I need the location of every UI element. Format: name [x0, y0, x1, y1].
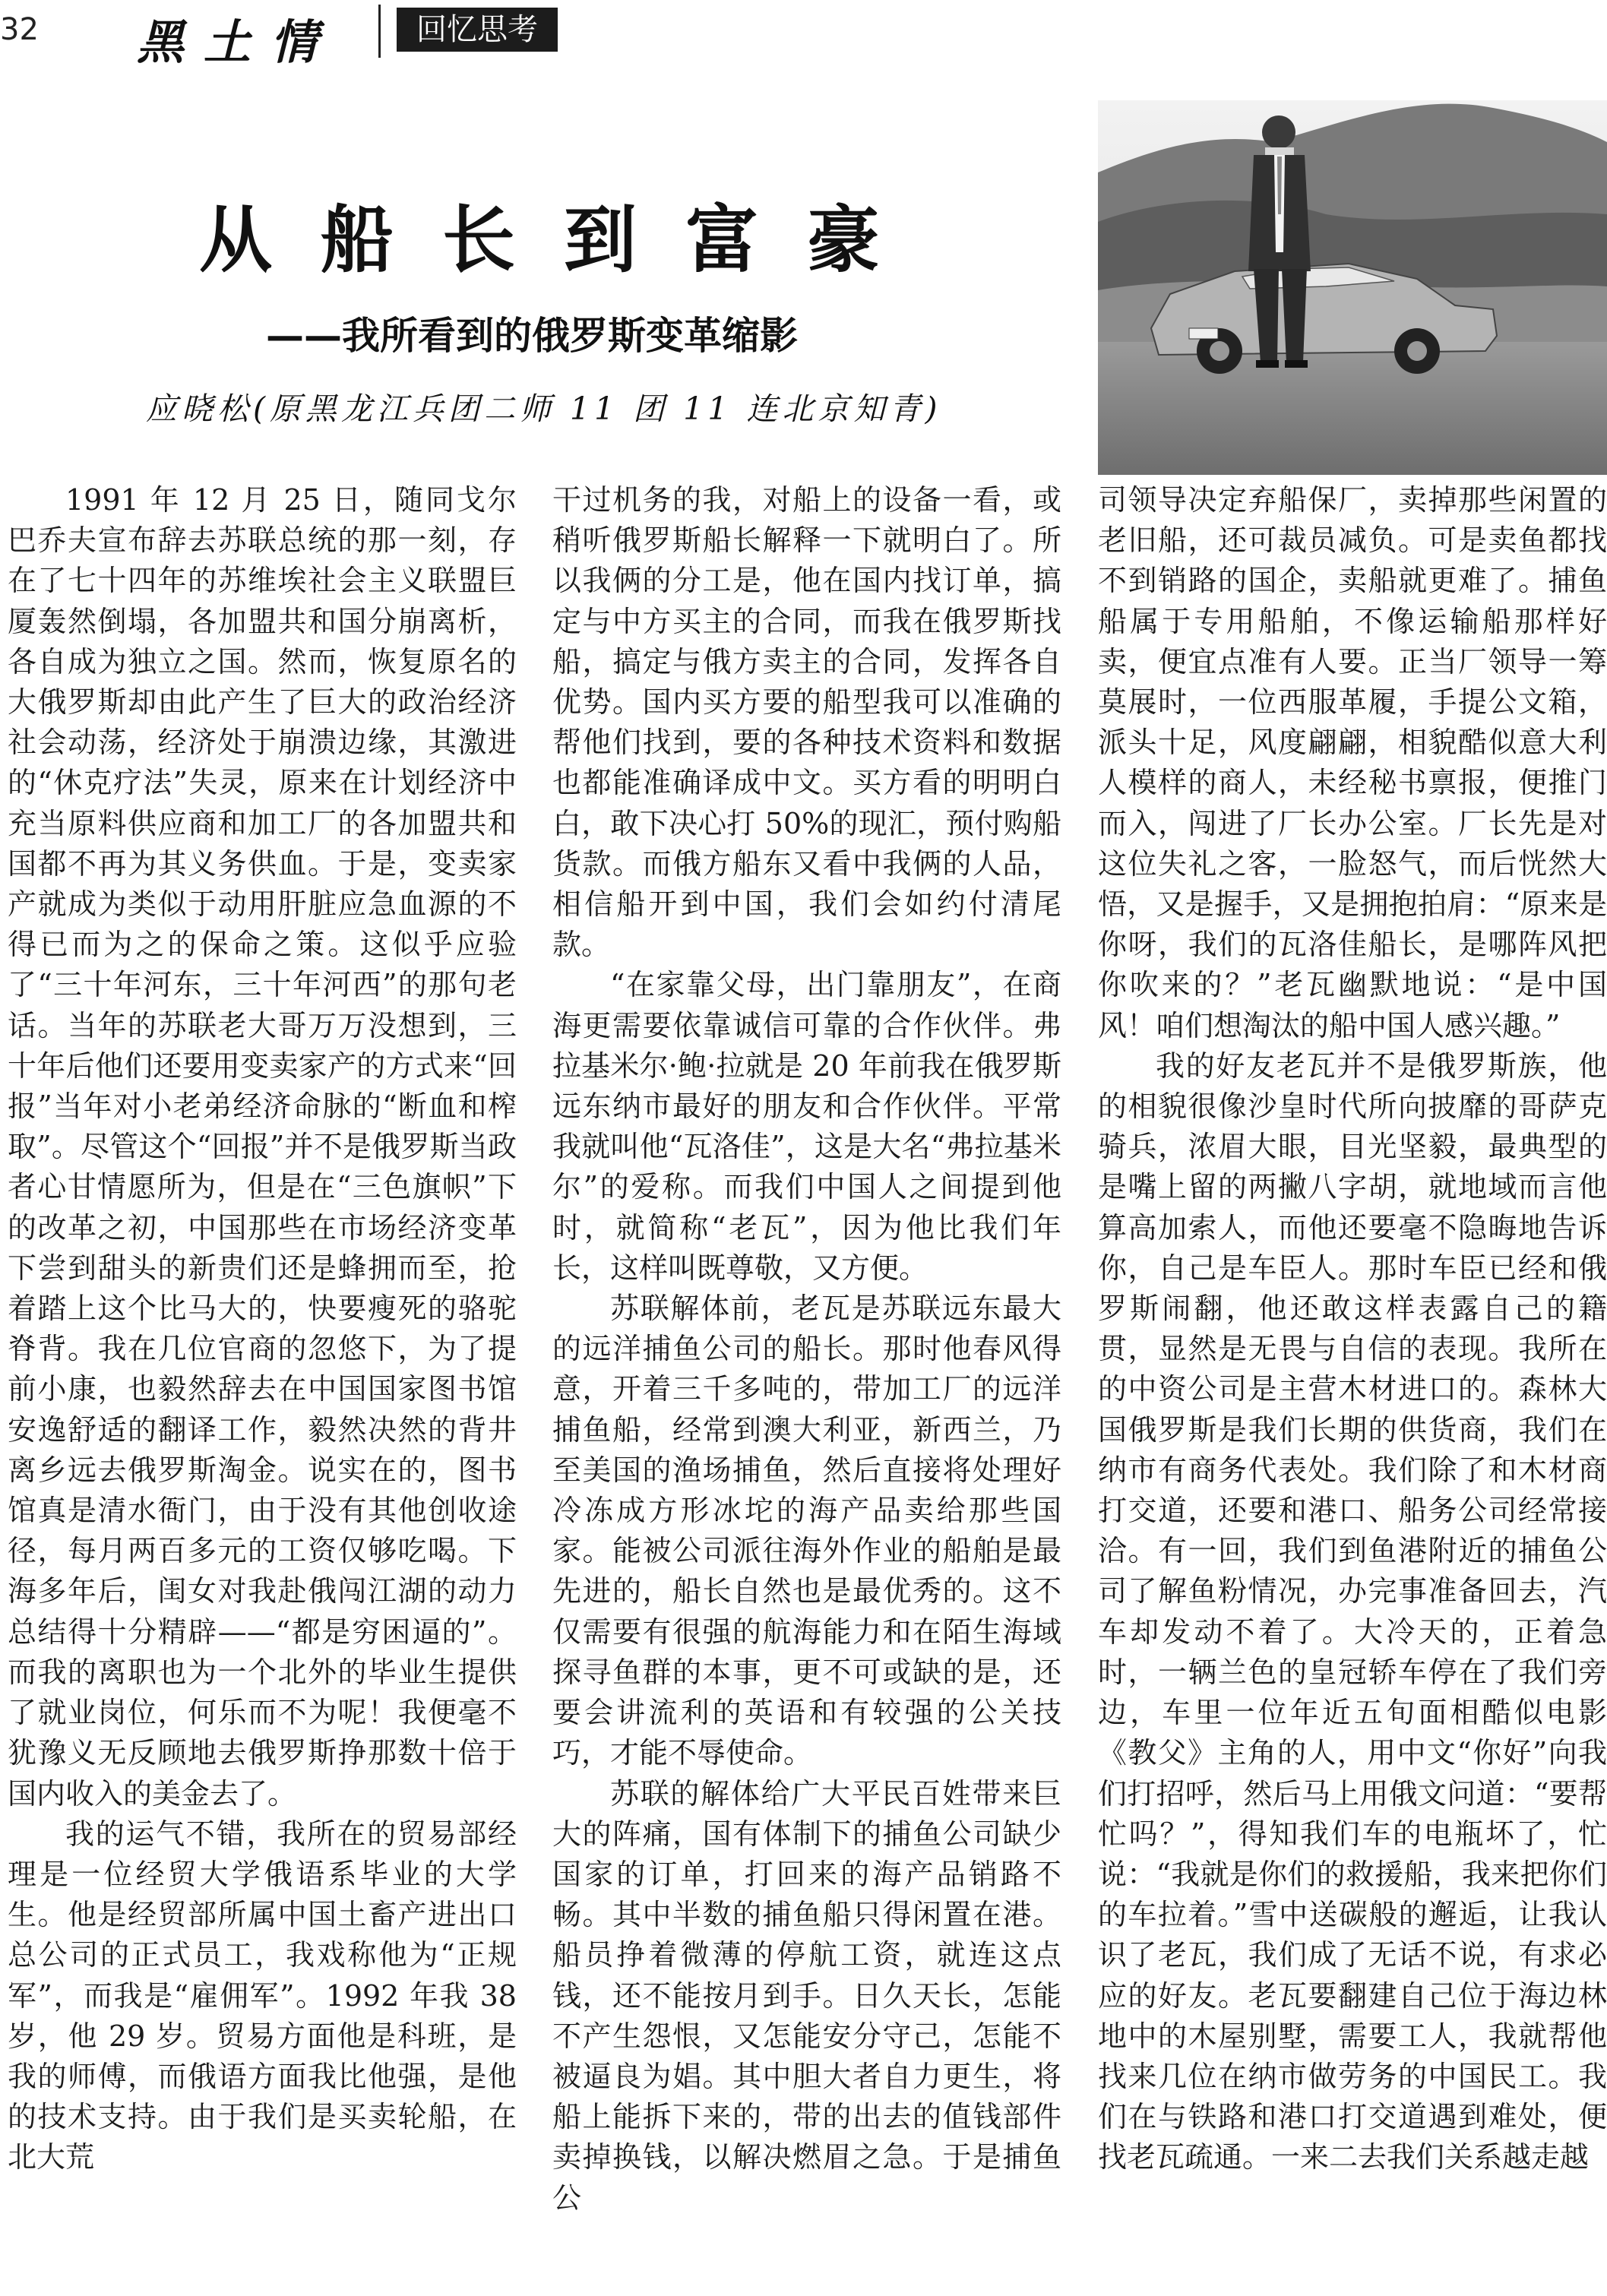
paragraph: 1991 年 12 月 25 日，随同戈尔巴乔夫宣布辞去苏联总统的那一刻，存在了七十四年的苏维埃社会主义联盟巨厦轰然倒塌，各加盟共和国分崩离析，各自成为独立之国。然而，恢复原名的大俄罗斯却由此产生了巨大的政治经济社会动荡，经济处于崩溃边缘，其激进的“休克疗法”失灵，原来在计划经济中充当原料供应商和加工厂的各加盟共和国都不再为其义务供血。于是，变卖家产就成为类似于动用肝脏应急血源的不得已而为之的保命之策。这似乎应验了“三十年河东，三十年河西”的那句老话。当年的苏联老大哥万万没想到，三十年后他们还要用变卖家产的方式来“回报”当年对小老弟经济命脉的“断血和榨取”。尽管这个“回报”并不是俄罗斯当政者心甘情愿所为，但是在“三色旗帜”下的改革之初，中国那些在市场经济变革下尝到甜头的新贵们还是蜂拥而至，抢着踏上这个比马大的，快要瘦死的骆驼脊背。我在几位官商的忽悠下，为了提前小康，也毅然辞去在中国国家图书馆安逸舒适的翻译工作，毅然决然的背井离乡远去俄罗斯淘金。说实在的，图书馆真是清水衙门，由于没有其他创收途径，每月两百多元的工资仅够吃喝。下海多年后，闺女对我赴俄闯江湖的动力总结得十分精辟——“都是穷困逼的”。而我的离职也为一个北外的毕业生提供了就业岗位，何乐而不为呢！我便毫不犹豫义无反顾地去俄罗斯挣那数十倍于国内收入的美金去了。: [8, 483, 517, 1811]
paragraph: “在家靠父母，出门靠朋友”，在商海更需要依靠诚信可靠的合作伙伴。弗拉基米尔·鲍·拉就是 20 年前我在俄罗斯远东纳市最好的朋友和合作伙伴。平常我就叫他“瓦洛佳”，这是大名“弗拉基米尔”的爱称。而我们中国人之间提到他时，就简称“老瓦”，因为他比我们年长，这样叫既尊敬，又方便。: [552, 968, 1061, 1285]
text-column-2: [552, 480, 1061, 2296]
paragraph: 司领导决定弃船保厂，卖掉那些闲置的老旧船，还可裁员减负。可是卖鱼都找不到销路的国企，卖船就更难了。捕鱼船属于专用船舶，不像运输船那样好卖，便宜点准有人要。正当厂领导一筹莫展时，一位西服革履，手提公文箱，派头十足，风度翩翩，相貌酷似意大利人模样的商人，未经秘书禀报，便推门而入，闯进了厂长办公室。厂长先是对这位失礼之客，一脸怒气，而后恍然大悟，又是握手，又是拥抱拍肩：“原来是你呀，我们的瓦洛佳船长，是哪阵风把你吹来的？”老瓦幽默地说：“是中国风！咱们想淘汰的船中国人感兴趣。”: [1098, 483, 1607, 1042]
paragraph: 干过机务的我，对船上的设备一看，或稍听俄罗斯船长解释一下就明白了。所以我俩的分工是，他在国内找订单，搞定与中方买主的合同，而我在俄罗斯找船，搞定与俄方卖主的合同，发挥各自优势。国内买方要的船型我可以准确的帮他们找到，要的各种技术资料和数据也都能准确译成中文。买方看的明明白白，敢下决心打 50%的现汇，预付购船货款。而俄方船东又看中我俩的人品，相信船开到中国，我们会如约付清尾款。: [552, 483, 1061, 962]
article-title: 从船长到富豪: [199, 197, 928, 283]
article-author: 应晓松(原黑龙江兵团二师 11 团 11 连北京知青): [146, 391, 942, 427]
section-tag: 回忆思考: [397, 8, 558, 52]
page-number: 32: [0, 12, 39, 47]
article-subtitle: ——我所看到的俄罗斯变革缩影: [266, 314, 798, 358]
page-header: [0, 0, 1607, 68]
magazine-name: 黑土情: [137, 14, 338, 70]
text-column-3: [1098, 480, 1607, 2296]
text-column-1: [8, 480, 517, 2296]
paragraph: 我的运气不错，我所在的贸易部经理是一位经贸大学俄语系毕业的大学生。他是经贸部所属中国土畜产进出口总公司的正式员工，我戏称他为“正规军”，而我是“雇佣军”。1992 年我 38 岁，他 29 岁。贸易方面他是科班，是我的师傅，而俄语方面我比他强，是他的技术支持。由于我们是买卖轮船，在北大荒: [8, 1817, 517, 2174]
paragraph: 苏联的解体给广大平民百姓带来巨大的阵痛，国有体制下的捕鱼公司缺少国家的订单，打回来的海产品销路不畅。其中半数的捕鱼船只得闲置在港。船员挣着微薄的停航工资，就连这点钱，还不能按月到手。日久天长，怎能不产生怨恨，又怎能安分守己，怎能不被逼良为娼。其中胆大者自力更生，将船上能拆下来的，带的出去的值钱部件卖掉换钱，以解决燃眉之急。于是捕鱼公: [552, 1776, 1061, 2215]
paragraph: 苏联解体前，老瓦是苏联远东最大的远洋捕鱼公司的船长。那时他春风得意，开着三千多吨的，带加工厂的远洋捕鱼船，经常到澳大利亚，新西兰，乃至美国的渔场捕鱼，然后直接将处理好冷冻成方形冰坨的海产品卖给那些国家。能被公司派往海外作业的船舶是最先进的，船长自然也是最优秀的。这不仅需要有很强的航海能力和在陌生海域探寻鱼群的本事，更不可或缺的是，还要会讲流利的英语和有较强的公关技巧，才能不辱使命。: [552, 1292, 1061, 1770]
paragraph: 我的好友老瓦并不是俄罗斯族，他的相貌很像沙皇时代所向披靡的哥萨克骑兵，浓眉大眼，目光坚毅，最典型的是嘴上留的两撇八字胡，就地域而言他算高加索人，而他还要毫不隐晦地告诉你，自己是车臣人。那时车臣已经和俄罗斯闹翻，他还敢这样表露自己的籍贯，显然是无畏与自信的表现。我所在的中资公司是主营木材进口的。森林大国俄罗斯是我们长期的供货商，我们在纳市有商务代表处。我们除了和木材商打交道，还要和港口、船务公司经常接洽。有一回，我们到鱼港附近的捕鱼公司了解鱼粉情况，办完事准备回去，汽车却发动不着了。大冷天的，正着急时，一辆兰色的皇冠轿车停在了我们旁边，车里一位年近五旬面相酷似电影《教父》主角的人，用中文“你好”向我们打招呼，然后马上用俄文问道：“要帮忙吗？”，得知我们车的电瓶坏了，忙说：“我就是你们的救援船，我来把你们的车拉着。”雪中送碳般的邂逅，让我认识了老瓦，我们成了无话不说，有求必应的好友。老瓦要翻建自己位于海边林地中的木屋别墅，需要工人，我就帮他找来几位在纳市做劳务的中国民工。我们在与铁路和港口打交道遇到难处，便找老瓦疏通。一来二去我们关系越走越: [1098, 1048, 1607, 2174]
article-photo: [1098, 100, 1607, 475]
header-divider: [378, 5, 381, 58]
